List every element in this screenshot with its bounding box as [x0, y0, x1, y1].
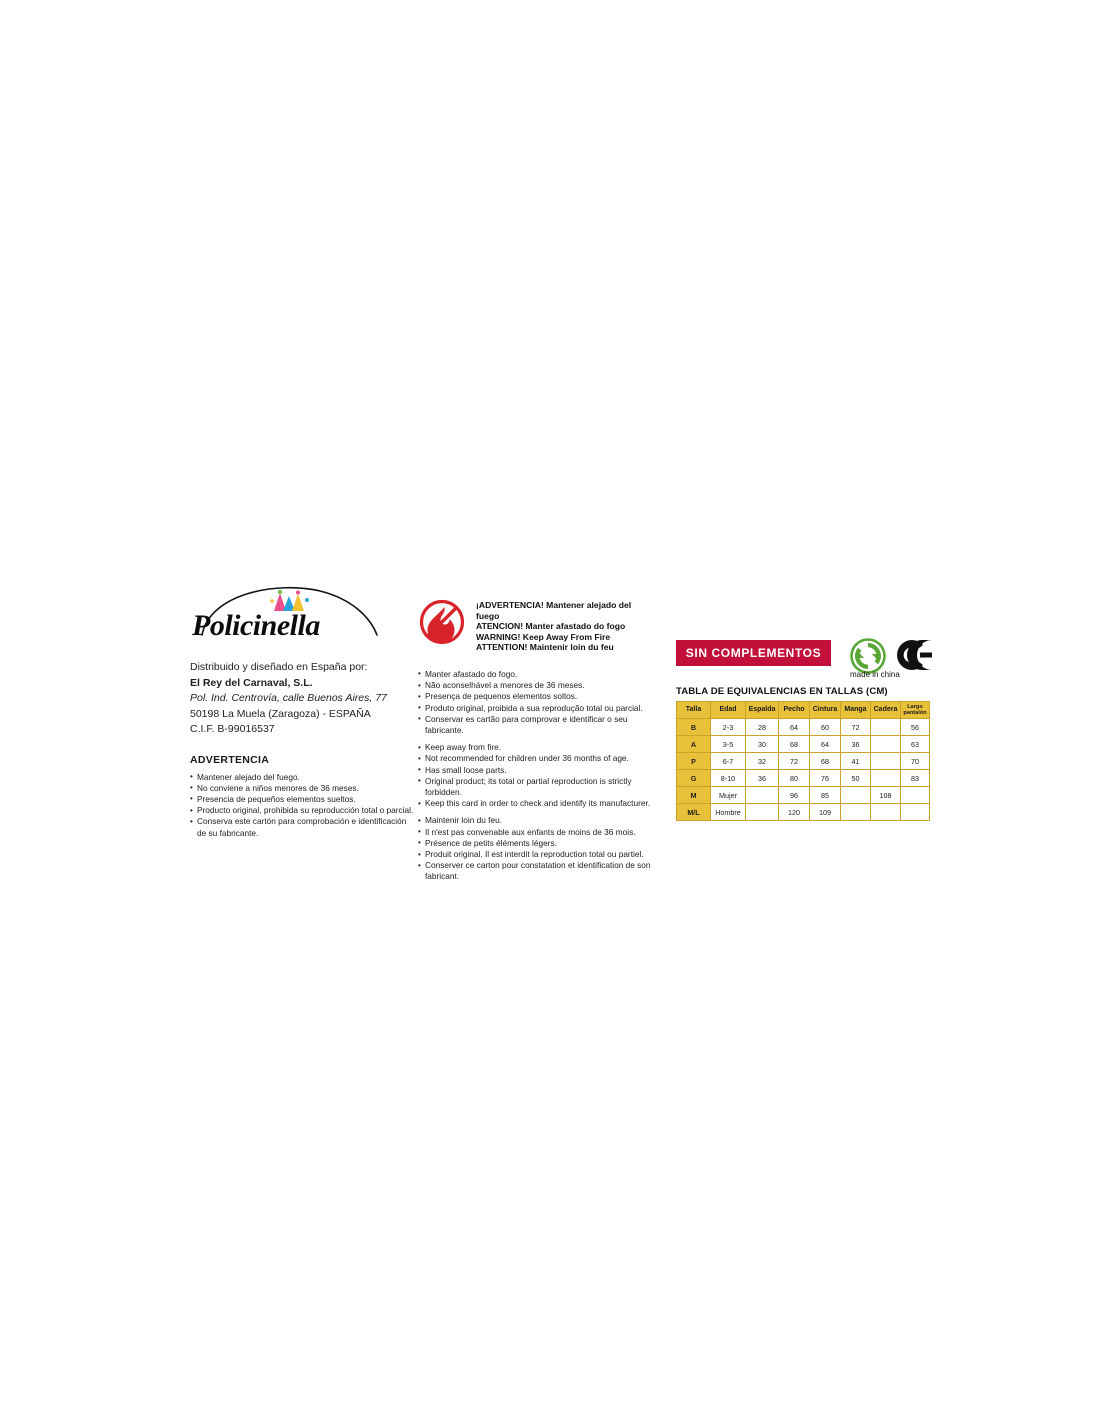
list-item: • Mantener alejado del fuego.	[190, 772, 430, 783]
cell-cadera	[871, 719, 901, 736]
cell-edad: 2-3	[711, 719, 746, 736]
table-row	[677, 719, 930, 736]
list-item-continuation: fabricant.	[425, 871, 460, 882]
cell-cintura: 68	[810, 753, 841, 770]
cell-edad: 6-7	[711, 753, 746, 770]
distributor-address-line2: 50198 La Muela (Zaragoza) - ESPAÑA	[190, 707, 371, 720]
cell-largo: 70	[901, 753, 930, 770]
list-item: • Não aconselhável a menores de 36 meses.	[418, 680, 653, 691]
col-header-edad: Edad	[711, 702, 746, 719]
multilingual-warning-block	[418, 598, 653, 883]
list-item: • Keep away from fire.	[418, 742, 653, 753]
cell-cintura: 64	[810, 736, 841, 753]
list-item: • Producto original, prohibida su reproducción total o parcial.	[190, 805, 430, 816]
cell-manga: 41	[841, 753, 871, 770]
list-item: • Not recommended for children under 36 months of age.	[418, 753, 653, 764]
cell-espalda	[746, 787, 779, 804]
col-header-cintura: Cintura	[810, 702, 841, 719]
status-badge: SIN COMPLEMENTOS	[676, 640, 831, 666]
list-item: • Produit original. Il est interdit la reproduction total ou partiel.	[418, 849, 653, 860]
cell-pecho: 80	[779, 770, 810, 787]
warning-list-pt	[418, 669, 653, 736]
list-item: • Conserva este cartón para comprobación e identificación	[190, 816, 430, 827]
cell-talla: B	[677, 719, 711, 736]
table-row	[677, 804, 930, 821]
cell-espalda: 30	[746, 736, 779, 753]
ce-mark-icon	[892, 636, 934, 674]
cell-cintura: 109	[810, 804, 841, 821]
warning-line-es: ¡ADVERTENCIA! Mantener alejado del fuego	[476, 600, 632, 621]
col-header-largo-pantalon: Largo pantalón	[901, 702, 930, 719]
cell-talla: M	[677, 787, 711, 804]
cell-espalda: 32	[746, 753, 779, 770]
cell-largo	[901, 787, 930, 804]
table-row	[677, 736, 930, 753]
cell-edad: 3-5	[711, 736, 746, 753]
made-in-label: made in china	[850, 670, 900, 679]
cell-largo: 63	[901, 736, 930, 753]
cell-talla: M/L	[677, 804, 711, 821]
warning-list-fr	[418, 815, 653, 882]
cell-espalda: 36	[746, 770, 779, 787]
list-item: • Il n'est pas convenable aux enfants de moins de 36 mois.	[418, 827, 653, 838]
list-item: • Présence de petits éléments légers.	[418, 838, 653, 849]
cell-talla: G	[677, 770, 711, 787]
cell-largo: 56	[901, 719, 930, 736]
list-item: • Keep this card in order to check and identify its manufacturer.	[418, 798, 653, 809]
cell-manga: 72	[841, 719, 871, 736]
cell-manga: 50	[841, 770, 871, 787]
cell-cadera	[871, 804, 901, 821]
list-item: • Original product; its total or partial reproduction is strictly forbidden.	[418, 776, 653, 798]
cell-manga: 36	[841, 736, 871, 753]
badge-row	[676, 640, 941, 680]
col-header-cadera: Cadera	[871, 702, 901, 719]
size-table	[676, 701, 930, 821]
list-item: • Maintenir loin du feu.	[418, 815, 653, 826]
cell-manga	[841, 787, 871, 804]
list-item: • Conserver ce carton pour constatation et identification de son	[418, 860, 653, 871]
col-header-pecho: Pecho	[779, 702, 810, 719]
cell-pecho: 96	[779, 787, 810, 804]
cell-cadera	[871, 736, 901, 753]
warning-line-pt: ATENCION! Manter afastado do fogo	[476, 621, 626, 632]
cell-cadera	[871, 770, 901, 787]
warning-list-en	[418, 742, 653, 809]
cell-pecho: 64	[779, 719, 810, 736]
list-item: • No conviene a niños menores de 36 meses.	[190, 783, 430, 794]
distributor-address	[190, 660, 430, 738]
cell-espalda: 28	[746, 719, 779, 736]
list-item: • Conservar es cartão para comprovar e identificar o seu fabricante.	[418, 714, 653, 736]
cell-edad: Hombre	[711, 804, 746, 821]
table-header-row	[677, 702, 930, 719]
list-item: • Presença de pequenos elementos soltos.	[418, 691, 653, 702]
warning-header-lines	[476, 598, 653, 653]
distributor-company: El Rey del Carnaval, S.L.	[190, 676, 313, 689]
cell-largo: 83	[901, 770, 930, 787]
size-table-title: TABLA DE EQUIVALENCIAS EN TALLAS (CM)	[676, 686, 888, 697]
cell-cintura: 76	[810, 770, 841, 787]
distributor-tax-id: C.I.F. B-99016537	[190, 723, 275, 735]
cell-talla: P	[677, 753, 711, 770]
col-header-manga: Manga	[841, 702, 871, 719]
cell-pecho: 120	[779, 804, 810, 821]
brand-name: Policinella	[192, 609, 320, 642]
cell-cintura: 60	[810, 719, 841, 736]
cell-largo	[901, 804, 930, 821]
warning-header	[418, 598, 653, 653]
list-item-continuation: de su fabricante.	[197, 827, 259, 838]
cell-cintura: 85	[810, 787, 841, 804]
table-row	[677, 787, 930, 804]
table-row	[677, 770, 930, 787]
distributor-address-line1: Pol. Ind. Centrovía, calle Buenos Aires, 77	[190, 692, 387, 704]
cell-pecho: 72	[779, 753, 810, 770]
warning-line-fr: ATTENTION! Maintenir loin du feu	[476, 642, 614, 653]
cell-cadera: 108	[871, 787, 901, 804]
cell-espalda	[746, 804, 779, 821]
size-chart-block	[676, 640, 941, 821]
col-header-talla: Talla	[677, 702, 711, 719]
distributor-block	[190, 585, 430, 839]
advertencia-list	[190, 772, 430, 839]
list-item: • Presencia de pequeños elementos sueltos.	[190, 794, 430, 805]
compliance-marks	[848, 636, 940, 680]
list-item: • Manter afastado do fogo.	[418, 669, 653, 680]
no-fire-icon	[418, 598, 466, 646]
cell-talla: A	[677, 736, 711, 753]
warning-line-en: WARNING! Keep Away From Fire	[476, 631, 611, 642]
cell-pecho: 68	[779, 736, 810, 753]
list-item: • Has small loose parts.	[418, 765, 653, 776]
distributor-intro: Distribuido y diseñado en España por:	[190, 661, 368, 673]
cell-cadera	[871, 753, 901, 770]
cell-edad: 8-10	[711, 770, 746, 787]
advertencia-title: ADVERTENCIA	[190, 753, 270, 766]
col-header-espalda: Espalda	[746, 702, 779, 719]
cell-manga	[841, 804, 871, 821]
table-row	[677, 753, 930, 770]
brand-logo	[192, 585, 392, 650]
list-item: • Produto original, proibida a sua reprodução total ou parcial.	[418, 703, 653, 714]
cell-edad: Mujer	[711, 787, 746, 804]
